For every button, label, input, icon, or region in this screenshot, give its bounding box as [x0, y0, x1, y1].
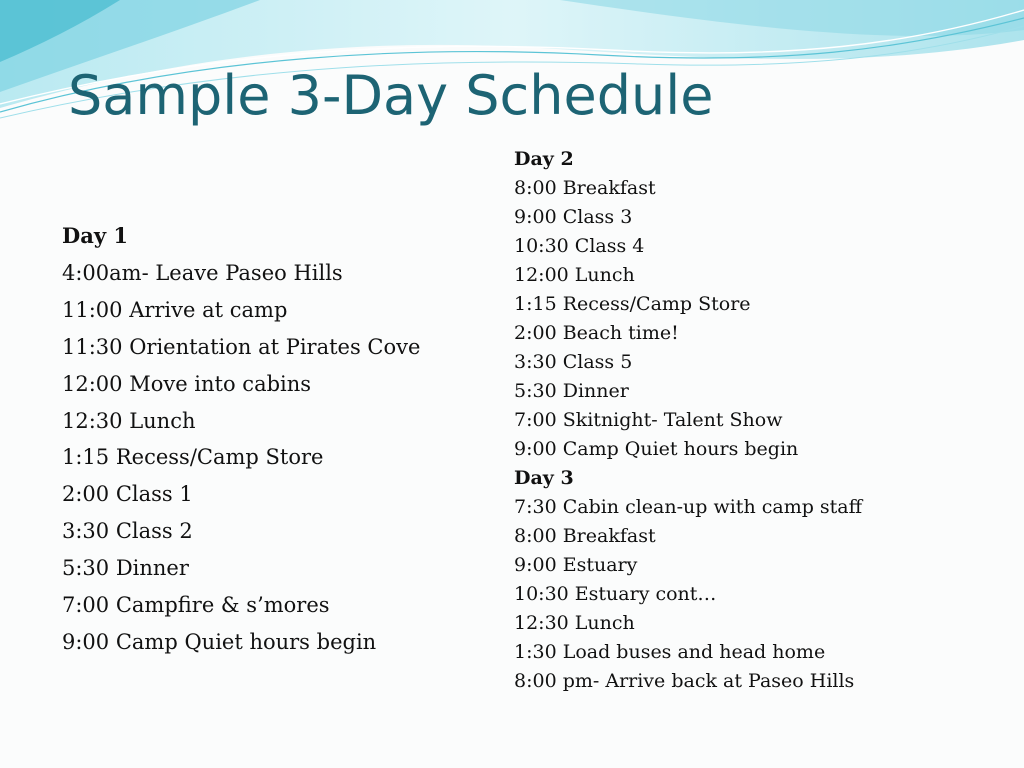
- day2-item: 1:15 Recess/Camp Store: [514, 293, 751, 315]
- day1-item: 11:30 Orientation at Pirates Cove: [62, 334, 421, 359]
- day2-item: 5:30 Dinner: [514, 380, 629, 402]
- day3-item: 7:30 Cabin clean-up with camp staff: [514, 496, 863, 518]
- day1-item: 11:00 Arrive at camp: [62, 297, 288, 322]
- day3-item: 12:30 Lunch: [514, 612, 635, 634]
- day2-item: 9:00 Class 3: [514, 206, 633, 228]
- day3-item: 9:00 Estuary: [514, 554, 638, 576]
- day2-item: 8:00 Breakfast: [514, 177, 656, 199]
- day1-heading: Day 1: [62, 223, 128, 248]
- day1-item: 4:00am- Leave Paseo Hills: [62, 260, 343, 285]
- day2-day3-schedule: [514, 145, 1004, 696]
- day1-item: 12:30 Lunch: [62, 408, 196, 433]
- day2-item: 10:30 Class 4: [514, 235, 645, 257]
- day1-item: 9:00 Camp Quiet hours begin: [62, 629, 377, 654]
- day1-item: 1:15 Recess/Camp Store: [62, 445, 324, 470]
- slide-title: Sample 3-Day Schedule: [68, 64, 714, 127]
- day3-item: 8:00 pm- Arrive back at Paseo Hills: [514, 670, 855, 692]
- day1-schedule: [62, 218, 502, 661]
- day2-heading: Day 2: [514, 148, 574, 170]
- day3-item: 8:00 Breakfast: [514, 525, 656, 547]
- day1-item: 5:30 Dinner: [62, 556, 189, 581]
- day3-item: 10:30 Estuary cont…: [514, 583, 717, 605]
- day1-item: 3:30 Class 2: [62, 519, 193, 544]
- day2-item: 12:00 Lunch: [514, 264, 635, 286]
- day2-item: 3:30 Class 5: [514, 351, 633, 373]
- day2-item: 9:00 Camp Quiet hours begin: [514, 438, 799, 460]
- day2-item: 7:00 Skitnight- Talent Show: [514, 409, 783, 431]
- day2-item: 2:00 Beach time!: [514, 322, 679, 344]
- day1-item: 2:00 Class 1: [62, 482, 193, 507]
- day3-item: 1:30 Load buses and head home: [514, 641, 826, 663]
- day1-item: 12:00 Move into cabins: [62, 371, 312, 396]
- day3-heading: Day 3: [514, 467, 574, 489]
- day1-item: 7:00 Campfire & s’mores: [62, 593, 330, 618]
